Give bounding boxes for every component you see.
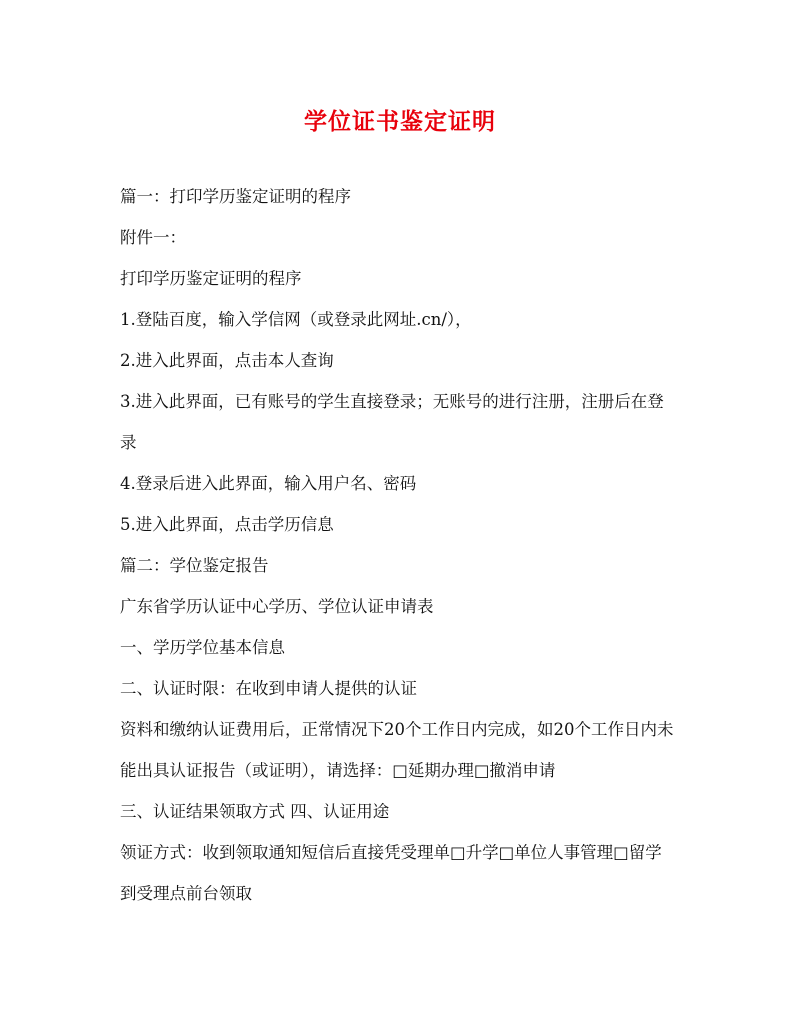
paragraph-section-two-detail: 资料和缴纳认证费用后，正常情况下20个工作日内完成，如20个工作日内未能出具认证报告（或证明），请选择：□延期办理□撤消申请 — [120, 720, 674, 780]
paragraph-step-3: 3.进入此界面，已有账号的学生直接登录；无账号的进行注册，注册后在登录 — [120, 392, 664, 452]
paragraph-part-two-heading: 篇二：学位鉴定报告 — [120, 556, 269, 575]
paragraph-attachment-label: 附件一： — [120, 228, 186, 247]
document-body — [120, 176, 680, 914]
paragraph-step-1: 1.登陆百度，输入学信网（或登录此网址.cn/）， — [120, 310, 472, 329]
paragraph-section-one: 一、学历学位基本信息 — [120, 638, 285, 657]
paragraph-form-title: 广东省学历认证中心学历、学位认证申请表 — [120, 597, 434, 616]
paragraph-procedure-title: 打印学历鉴定证明的程序 — [120, 269, 302, 288]
paragraph-sections-three-four: 三、认证结果领取方式 四、认证用途 — [120, 802, 390, 821]
paragraph-part-one-heading: 篇一：打印学历鉴定证明的程序 — [120, 187, 351, 206]
paragraph-step-2: 2.进入此界面，点击本人查询 — [120, 351, 334, 370]
document-title: 学位证书鉴定证明 — [304, 108, 496, 135]
paragraph-section-two: 二、认证时限：在收到申请人提供的认证 — [120, 679, 417, 698]
paragraph-step-4: 4.登录后进入此界面，输入用户名、密码 — [120, 474, 417, 493]
paragraph-collection-method: 领证方式：收到领取通知短信后直接凭受理单□升学□单位人事管理□留学 到受理点前台领取 — [120, 843, 662, 903]
paragraph-step-5: 5.进入此界面，点击学历信息 — [120, 515, 334, 534]
